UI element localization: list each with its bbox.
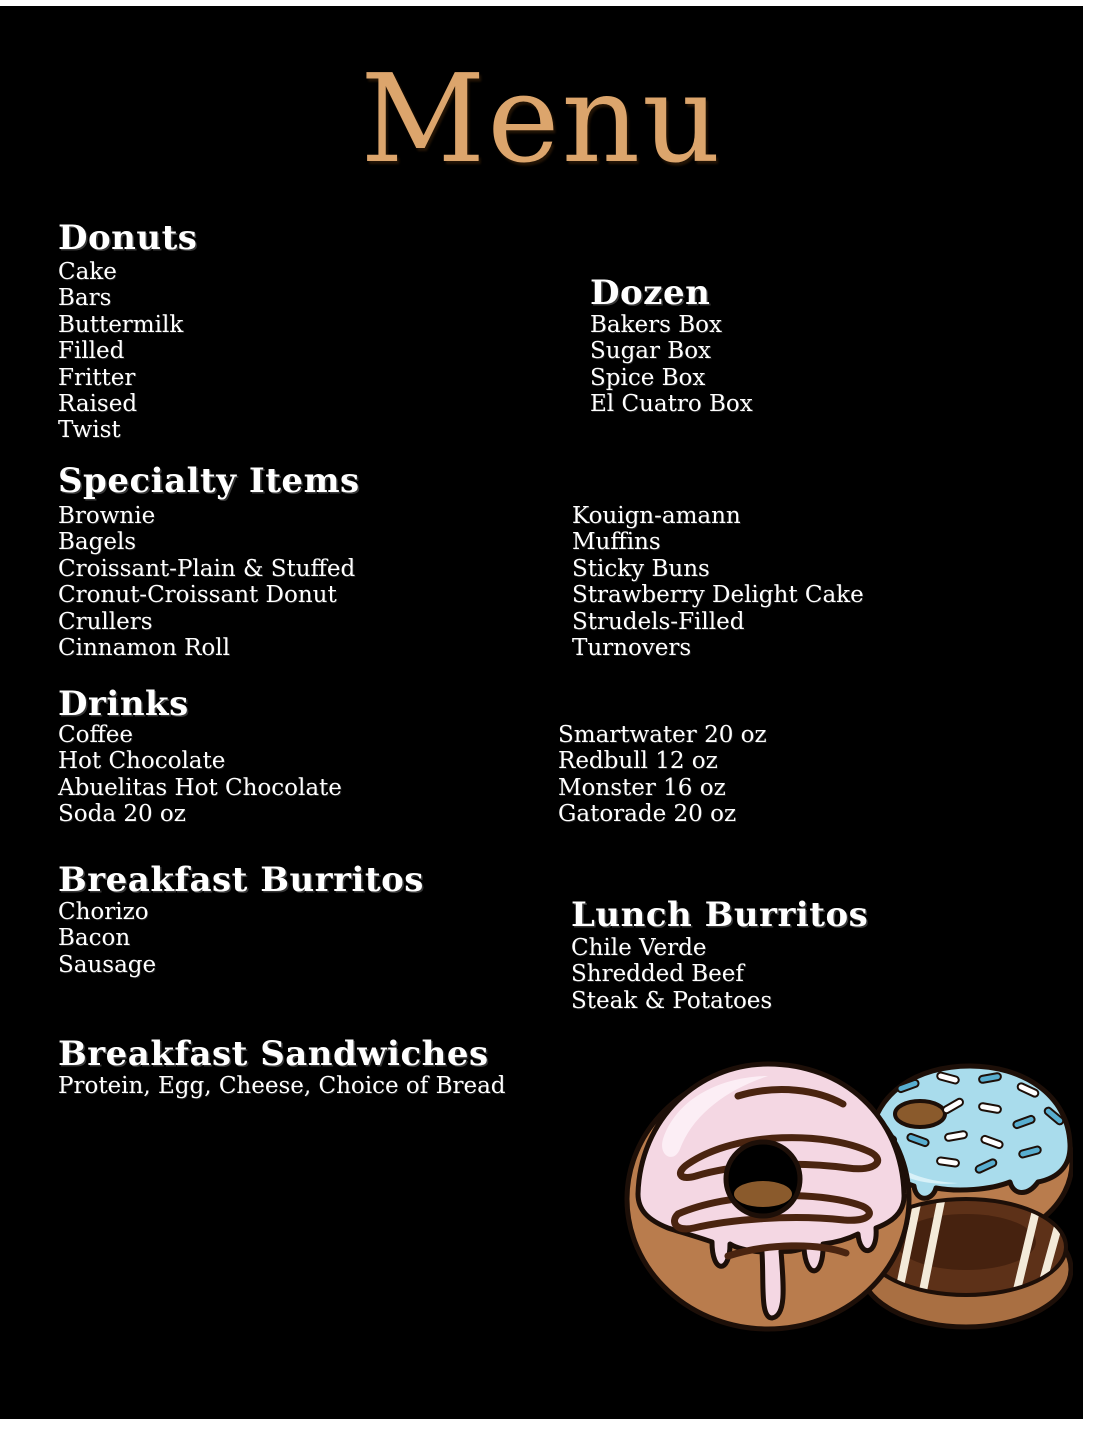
donuts-illustration [618,1044,1073,1339]
menu-item: Cronut-Croissant Donut [58,582,337,609]
menu-item: Brownie [58,503,156,529]
breakfast-sandwiches-description: Protein, Egg, Cheese, Choice of Bread [58,1073,506,1099]
page-title: Menu [360,48,723,190]
menu-item: Cake [58,259,117,285]
section-heading-specialty-items: Specialty Items [58,461,360,501]
specialty-items-right-list [572,503,864,661]
menu-item: Bars [58,285,112,312]
section-heading-breakfast-burritos: Breakfast Burritos [58,860,424,900]
menu-item: Sticky Buns [572,555,710,582]
menu-item: Monster 16 oz [558,774,726,801]
menu-item: Hot Chocolate [58,748,226,775]
lunch-burritos-item-list [571,935,772,1014]
dozen-item-list [590,312,753,418]
menu-item: Smartwater 20 oz [558,722,767,748]
breakfast-burritos-item-list [58,899,156,978]
menu-item: Raised [58,391,138,418]
section-heading-donuts: Donuts [58,218,198,258]
section-heading-dozen: Dozen [590,273,711,313]
menu-item: Coffee [58,722,134,748]
menu-item: Muffins [572,529,661,556]
menu-item: Strudels-Filled [572,608,745,635]
menu-item: Strawberry Delight Cake [572,582,864,609]
menu-item: Gatorade 20 oz [558,801,737,828]
menu-item: Fritter [58,364,136,391]
section-heading-drinks: Drinks [58,684,189,724]
drinks-right-list [558,722,767,828]
menu-item: Abuelitas Hot Chocolate [58,774,342,801]
menu-item: Buttermilk [58,311,184,338]
menu-item: Chorizo [58,899,149,925]
menu-item: Bagels [58,529,137,556]
menu-item: Shredded Beef [571,961,744,988]
menu-item: Crullers [58,608,153,635]
menu-item: Steak & Potatoes [571,987,773,1014]
menu-item: Bacon [58,925,131,952]
specialty-items-left-list [58,503,355,661]
section-heading-breakfast-sandwiches: Breakfast Sandwiches [58,1034,489,1074]
menu-item: Soda 20 oz [58,801,186,828]
donuts-item-list [58,259,183,444]
menu-item: Chile Verde [571,935,707,961]
menu-item: Filled [58,338,125,365]
menu-item: El Cuatro Box [590,391,753,418]
menu-item: Cinnamon Roll [58,635,230,662]
menu-page [0,6,1083,1419]
menu-item: Twist [58,417,121,444]
menu-item: Kouign-amann [572,503,741,529]
pink-frosted-donut-icon [627,1064,909,1329]
menu-item: Spice Box [590,364,706,391]
menu-item: Sugar Box [590,338,712,365]
menu-item: Sausage [58,951,157,978]
menu-item: Redbull 12 oz [558,748,718,775]
menu-item: Croissant-Plain & Stuffed [58,555,356,582]
menu-item: Turnovers [572,635,692,662]
menu-item: Bakers Box [590,312,722,338]
drinks-left-list [58,722,342,828]
section-heading-lunch-burritos: Lunch Burritos [571,895,869,935]
